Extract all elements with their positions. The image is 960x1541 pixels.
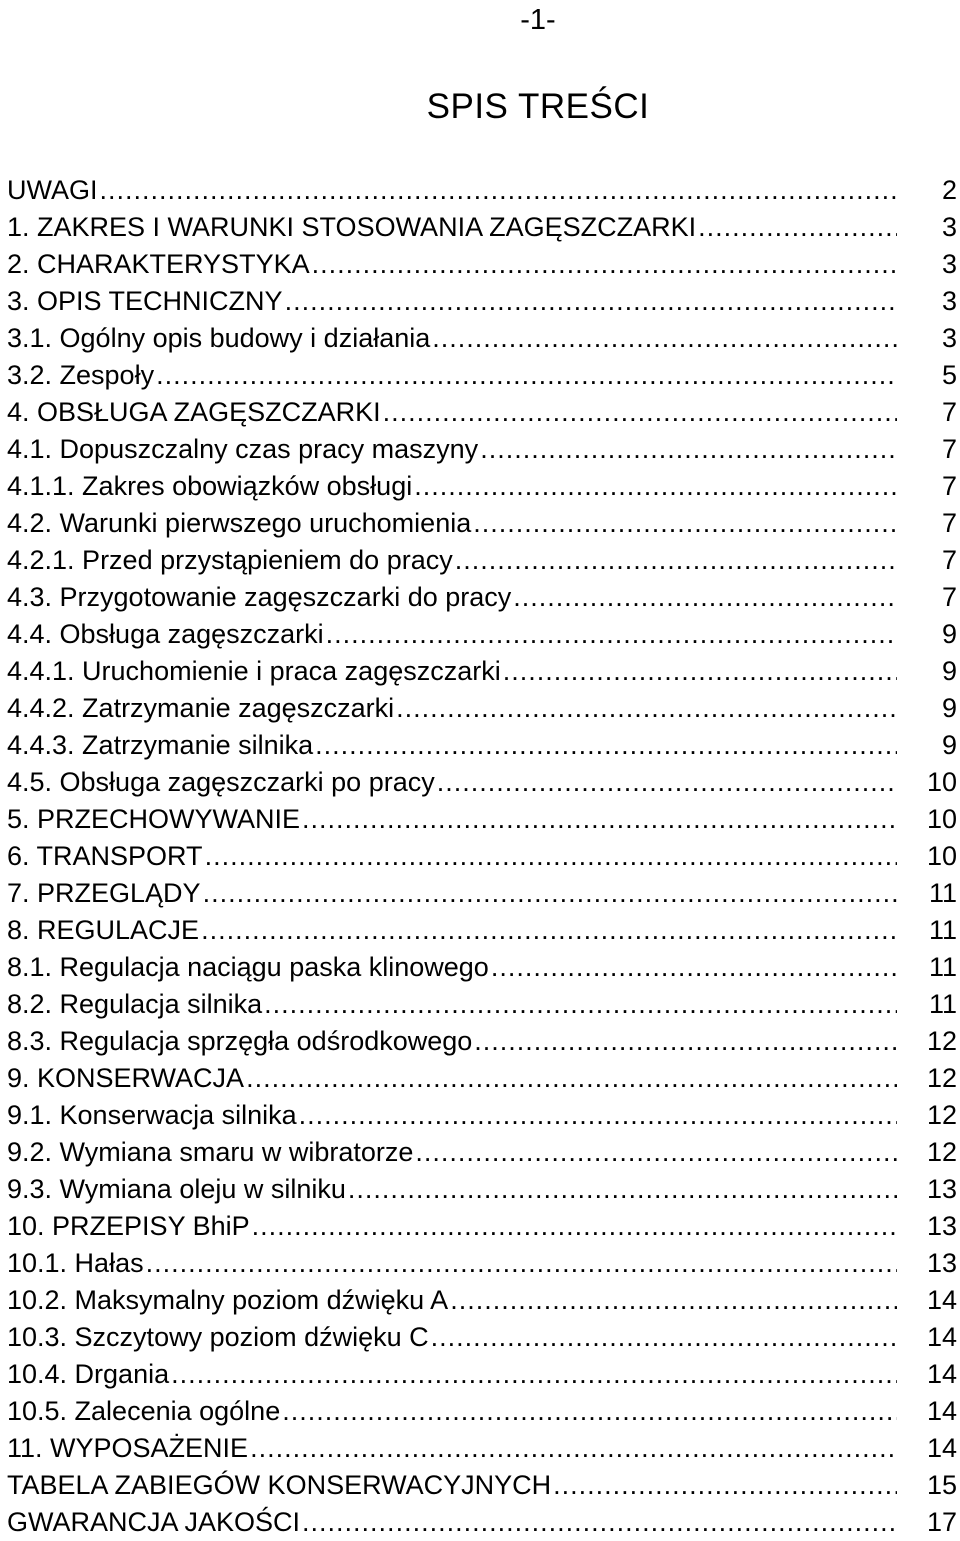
toc-entry [7, 616, 959, 653]
toc-entry [7, 801, 959, 838]
toc-entry-page: 12 [926, 1063, 957, 1093]
toc-entry [7, 542, 959, 579]
toc-entry [7, 505, 959, 542]
toc-entry-page: 13 [926, 1211, 957, 1241]
toc-entry-label: TABELA ZABIEGÓW KONSERWACYJNYCH [7, 1470, 552, 1500]
toc-entry [7, 1023, 959, 1060]
toc-entry [7, 1430, 959, 1467]
toc-leader-dots [315, 730, 897, 761]
toc-entry [7, 1393, 959, 1430]
page-number: -1- [520, 4, 556, 36]
toc-entry-label: 6. TRANSPORT [7, 841, 203, 871]
toc-entry [7, 246, 959, 283]
toc-entry-page: 11 [928, 878, 957, 908]
toc-leader-dots [348, 1174, 897, 1205]
toc-entry [7, 1097, 959, 1134]
toc-entry-page: 14 [926, 1285, 957, 1315]
toc-entry-page: 13 [926, 1248, 957, 1278]
toc-entry-page: 12 [926, 1100, 957, 1130]
toc-entry-label: 9.1. Konserwacja silnika [7, 1100, 297, 1130]
toc-entry [7, 357, 959, 394]
toc-entry [7, 283, 959, 320]
toc-leader-dots [491, 952, 897, 983]
toc-entry-label: 3.1. Ogólny opis budowy i działania [7, 323, 431, 353]
toc-entry-label: 3. OPIS TECHNICZNY [7, 286, 283, 316]
toc-entry [7, 727, 959, 764]
toc-leader-dots [396, 693, 897, 724]
toc-entry [7, 986, 959, 1023]
toc-entry-page: 7 [941, 582, 957, 612]
toc-entry-page: 9 [941, 693, 957, 723]
toc-entry-page: 14 [926, 1359, 957, 1389]
toc-entry-page: 14 [926, 1322, 957, 1352]
toc-entry [7, 1467, 959, 1504]
toc-entry-page: 14 [926, 1433, 957, 1463]
toc-entry-page: 15 [926, 1470, 957, 1500]
toc-entry-page: 10 [926, 804, 957, 834]
toc-entry [7, 838, 959, 875]
toc-entry [7, 949, 959, 986]
toc-entry-label: 4.1.1. Zakres obowiązków obsługi [7, 471, 413, 501]
toc-entry-page: 11 [928, 952, 957, 982]
toc-entry [7, 579, 959, 616]
toc-leader-dots [326, 619, 897, 650]
toc-leader-dots [432, 323, 897, 354]
toc-entry-page: 13 [926, 1174, 957, 1204]
toc-entry [7, 1245, 959, 1282]
toc-entry-label: 4.4.2. Zatrzymanie zagęszczarki [7, 693, 395, 723]
toc-leader-dots [450, 1285, 897, 1316]
toc-entry-page: 7 [941, 397, 957, 427]
toc-entry-label: 11. WYPOSAŻENIE [7, 1433, 249, 1463]
toc-leader-dots [201, 915, 897, 946]
toc-entry-label: 8.2. Regulacja silnika [7, 989, 263, 1019]
toc-leader-dots [431, 1322, 897, 1353]
toc-entry-page: 9 [941, 656, 957, 686]
toc-entry-label: 10. PRZEPISY BhiP [7, 1211, 250, 1241]
toc-leader-dots [246, 1063, 897, 1094]
toc-entry-label: 2. CHARAKTERYSTYKA [7, 249, 310, 279]
toc-entry-label: 7. PRZEGLĄDY [7, 878, 201, 908]
toc-entry-page: 5 [941, 360, 957, 390]
toc-entry-page: 10 [926, 767, 957, 797]
toc-leader-dots [252, 1211, 897, 1242]
toc-entry-page: 2 [941, 175, 957, 205]
toc-entry [7, 1134, 959, 1171]
toc-entry-label: 9.3. Wymiana oleju w silniku [7, 1174, 346, 1204]
page-title: SPIS TREŚCI [426, 87, 650, 126]
toc-leader-dots [205, 841, 897, 872]
toc-leader-dots [312, 249, 897, 280]
toc-entry-page: 9 [941, 730, 957, 760]
toc-leader-dots [146, 1248, 897, 1279]
toc-entry [7, 172, 959, 209]
toc-entry-label: 10.3. Szczytowy poziom dźwięku C [7, 1322, 429, 1352]
toc-leader-dots [250, 1433, 897, 1464]
toc-leader-dots [698, 212, 897, 243]
toc-leader-dots [503, 656, 897, 687]
toc-leader-dots [156, 360, 897, 391]
toc-leader-dots [553, 1470, 897, 1501]
toc-leader-dots [302, 804, 897, 835]
toc-entry-label: 10.5. Zalecenia ogólne [7, 1396, 281, 1426]
toc-entry-label: 4.4.3. Zatrzymanie silnika [7, 730, 314, 760]
toc-leader-dots [285, 286, 897, 317]
toc-entry [7, 1356, 959, 1393]
toc-leader-dots [282, 1396, 897, 1427]
toc-entry [7, 1171, 959, 1208]
table-of-contents [7, 172, 959, 1541]
toc-leader-dots [473, 508, 897, 539]
toc-entry-page: 10 [926, 841, 957, 871]
toc-leader-dots [100, 175, 898, 206]
toc-entry-page: 12 [926, 1026, 957, 1056]
toc-leader-dots [171, 1359, 897, 1390]
toc-leader-dots [474, 1026, 897, 1057]
toc-entry-label: 5. PRZECHOWYWANIE [7, 804, 301, 834]
toc-entry-page: 7 [941, 434, 957, 464]
toc-entry-page: 7 [941, 545, 957, 575]
toc-entry [7, 1504, 959, 1541]
toc-leader-dots [299, 1100, 897, 1131]
toc-entry-page: 7 [941, 508, 957, 538]
toc-leader-dots [383, 397, 897, 428]
toc-entry-page: 3 [941, 212, 957, 242]
toc-leader-dots [264, 989, 897, 1020]
toc-entry-label: 4. OBSŁUGA ZAGĘSZCZARKI [7, 397, 381, 427]
toc-entry-label: 1. ZAKRES I WARUNKI STOSOWANIA ZAGĘSZCZARKI [7, 212, 697, 242]
toc-entry [7, 875, 959, 912]
toc-entry-page: 3 [941, 323, 957, 353]
toc-entry [7, 1208, 959, 1245]
toc-entry-page: 11 [928, 915, 957, 945]
toc-entry-label: 4.2. Warunki pierwszego uruchomienia [7, 508, 472, 538]
toc-entry [7, 320, 959, 357]
toc-entry-label: 4.1. Dopuszczalny czas pracy maszyny [7, 434, 479, 464]
toc-entry-page: 7 [941, 471, 957, 501]
toc-entry-label: 9. KONSERWACJA [7, 1063, 245, 1093]
toc-entry [7, 690, 959, 727]
toc-leader-dots [437, 767, 897, 798]
toc-entry-page: 14 [926, 1396, 957, 1426]
toc-leader-dots [455, 545, 897, 576]
toc-leader-dots [415, 1137, 897, 1168]
toc-entry-label: 4.2.1. Przed przystąpieniem do pracy [7, 545, 453, 575]
toc-entry [7, 653, 959, 690]
toc-leader-dots [203, 878, 897, 909]
toc-entry-label: 8. REGULACJE [7, 915, 200, 945]
toc-entry-label: 10.1. Hałas [7, 1248, 144, 1278]
toc-entry [7, 394, 959, 431]
toc-entry-page: 9 [941, 619, 957, 649]
toc-entry-label: UWAGI [7, 175, 98, 205]
toc-entry [7, 1319, 959, 1356]
toc-entry-label: 10.4. Drgania [7, 1359, 170, 1389]
toc-entry-label: 9.2. Wymiana smaru w wibratorze [7, 1137, 414, 1167]
toc-entry [7, 209, 959, 246]
toc-entry [7, 764, 959, 801]
toc-entry-label: 3.2. Zespoły [7, 360, 155, 390]
toc-entry-label: GWARANCJA JAKOŚCI [7, 1507, 301, 1537]
toc-entry-page: 3 [941, 286, 957, 316]
toc-entry [7, 468, 959, 505]
toc-entry [7, 1282, 959, 1319]
toc-entry-page: 3 [941, 249, 957, 279]
toc-entry-label: 4.4.1. Uruchomienie i praca zagęszczarki [7, 656, 501, 686]
toc-entry-page: 11 [928, 989, 957, 1019]
toc-entry-page: 17 [926, 1507, 957, 1537]
toc-leader-dots [302, 1507, 897, 1538]
toc-entry-label: 4.5. Obsługa zagęszczarki po pracy [7, 767, 435, 797]
toc-entry-label: 10.2. Maksymalny poziom dźwięku A [7, 1285, 449, 1315]
toc-leader-dots [513, 582, 897, 613]
toc-entry [7, 431, 959, 468]
toc-leader-dots [414, 471, 897, 502]
toc-leader-dots [480, 434, 897, 465]
toc-entry-page: 12 [926, 1137, 957, 1167]
toc-entry-label: 4.4. Obsługa zagęszczarki [7, 619, 324, 649]
toc-entry [7, 912, 959, 949]
toc-entry-label: 8.1. Regulacja naciągu paska klinowego [7, 952, 489, 982]
toc-entry-label: 4.3. Przygotowanie zagęszczarki do pracy [7, 582, 512, 612]
toc-entry [7, 1060, 959, 1097]
toc-entry-label: 8.3. Regulacja sprzęgła odśrodkowego [7, 1026, 473, 1056]
